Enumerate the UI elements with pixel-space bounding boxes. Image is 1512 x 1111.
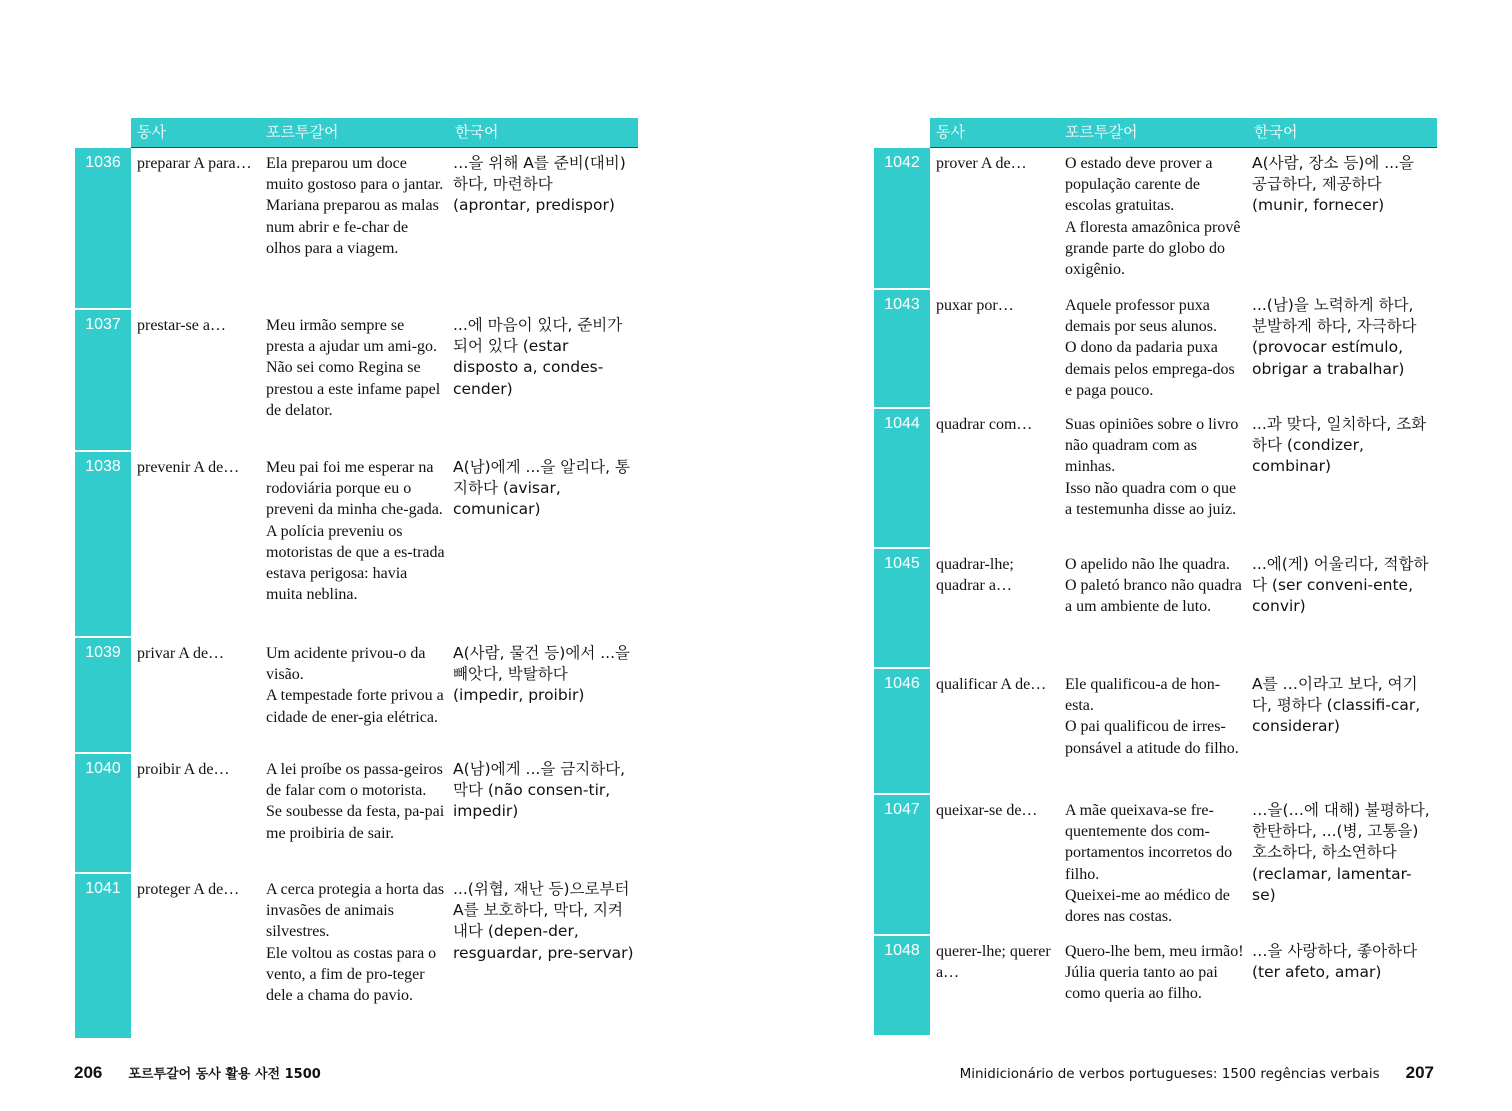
book-title: Minidicionário de verbos portugueses: 1500 regências verbais: [959, 1066, 1380, 1082]
entry-verb: privar A de…: [137, 645, 225, 662]
entry-korean-meaning: ...(위협, 재난 등)으로부터 A를 보호하다, 막다, 지켜내다 (depen-der, resguardar, pre-servar): [453, 880, 634, 962]
example-sentence: Suas opiniões sobre o livro não quadram com as minhas.: [1065, 416, 1239, 476]
entry-korean-meaning: ...(남)을 노력하게 하다, 분발하게 하다, 자극하다 (provocar estímulo, obrigar a trabalhar): [1252, 296, 1417, 378]
entry-row: [874, 795, 1437, 934]
example-sentence: Meu pai foi me esperar na rodoviária porque eu o preveni da minha che-gada.: [266, 459, 443, 519]
example-sentence: O pai qualificou de irres-ponsável a atitude do filho.: [1065, 718, 1239, 757]
example-sentence: Mariana preparou as malas num abrir e fe-char de olhos para a viagem.: [266, 197, 439, 257]
entry-number: 1042: [874, 148, 930, 288]
entry-row: [75, 452, 638, 636]
entry-verb: preparar A para…: [137, 155, 252, 172]
header-korean: 한국어: [449, 118, 638, 147]
entry-korean-meaning: …을 사랑하다, 좋아하다 (ter afeto, amar): [1252, 942, 1418, 982]
example-sentence: A tempestade forte privou a cidade de ener-gia elétrica.: [266, 687, 444, 726]
entry-row: [874, 409, 1437, 547]
entry-verb: proibir A de…: [137, 761, 230, 778]
entries-list: [75, 148, 638, 1038]
example-sentence: O paletó branco não quadra a um ambiente de luto.: [1065, 577, 1242, 616]
entry-number: 1043: [874, 290, 930, 407]
entry-number: 1047: [874, 795, 930, 934]
entry-verb: puxar por…: [936, 297, 1014, 314]
entry-verb: quadrar com…: [936, 416, 1033, 433]
entry-korean-meaning: A(사람, 물건 등)에서 ...을 빼앗다, 박탈하다 (impedir, proibir): [453, 644, 630, 705]
entry-korean-meaning: ...에 마음이 있다, 준비가 되어 있다 (estar disposto a, condes-cender): [453, 316, 623, 398]
example-sentence: Quero-lhe bem, meu irmão!: [1065, 943, 1244, 960]
example-sentence: Um acidente privou-o da visão.: [266, 645, 426, 684]
page-number: 207: [1405, 1063, 1434, 1082]
entry-examples: [260, 310, 449, 450]
entry-verb: qualificar A de…: [936, 676, 1047, 693]
example-sentence: Se soubesse da festa, pa-pai me proibiria de sair.: [266, 803, 445, 842]
entry-examples: [260, 638, 449, 752]
entry-korean-meaning: …을 위해 A를 준비(대비)하다, 마련하다 (aprontar, predispor): [453, 154, 626, 215]
example-sentence: Aquele professor puxa demais por seus alunos.: [1065, 297, 1217, 336]
example-sentence: A floresta amazônica provê grande parte do globo do oxigênio.: [1065, 218, 1241, 279]
entry-korean-meaning: A를 …이라고 보다, 여기다, 평하다 (classifi-car, considerar): [1252, 675, 1421, 736]
entry-examples: [1059, 936, 1248, 1035]
entry-korean-meaning: ...과 맞다, 일치하다, 조화하다 (condizer, combinar): [1252, 415, 1427, 476]
entry-row: [75, 874, 638, 1038]
entry-row: [874, 549, 1437, 667]
footer-right: [960, 1063, 1434, 1083]
example-sentence: Ele qualificou-a de hon-esta.: [1065, 676, 1221, 715]
entry-examples: [1059, 795, 1248, 934]
example-sentence: O dono da padaria puxa demais pelos emprega-dos e paga pouco.: [1065, 339, 1235, 399]
entry-number: 1039: [75, 638, 131, 752]
example-sentence: A mãe queixava-se fre-quentemente dos com-portamentos incorretos do filho.: [1065, 802, 1233, 883]
example-sentence: Isso não quadra com o que a testemunha disse ao juiz.: [1065, 479, 1237, 518]
header-verb: 동사: [131, 118, 260, 147]
entries-list: [874, 148, 1437, 1035]
entry-number: 1046: [874, 669, 930, 793]
entry-examples: [1059, 669, 1248, 793]
example-sentence: O apelido não lhe quadra.: [1065, 556, 1230, 573]
example-sentence: Queixei-me ao médico de dores nas costas.: [1065, 886, 1230, 926]
example-sentence: Não sei como Regina se prestou a este infame papel de delator.: [266, 359, 441, 419]
left-page: [75, 118, 638, 1038]
entry-verb: prevenir A de…: [137, 459, 240, 476]
entry-examples: [1059, 148, 1248, 288]
entry-examples: [260, 874, 449, 1038]
entry-korean-meaning: A(사람, 장소 등)에 ...을 공급하다, 제공하다 (munir, fornecer): [1252, 154, 1414, 215]
entry-row: [75, 148, 638, 308]
entry-verb: proteger A de…: [137, 881, 240, 898]
page-number: 206: [74, 1063, 103, 1082]
entry-number: 1044: [874, 409, 930, 547]
example-sentence: Júlia queria tanto ao pai como queria ao filho.: [1065, 964, 1218, 1003]
entry-examples: [260, 148, 449, 308]
entry-examples: [1059, 549, 1248, 667]
header-portuguese: 포르투갈어: [1059, 118, 1248, 147]
table-header: [75, 118, 638, 147]
entry-number: 1045: [874, 549, 930, 667]
entry-row: [75, 638, 638, 752]
example-sentence: A cerca protegia a horta das invasões de animais silvestres.: [266, 881, 445, 941]
entry-row: [75, 310, 638, 450]
right-page: [874, 118, 1437, 1035]
entry-verb: prestar-se a…: [137, 317, 226, 334]
entry-examples: [1059, 409, 1248, 547]
entry-korean-meaning: A(남)에게 ...을 알리다, 통지하다 (avisar, comunicar): [453, 458, 630, 519]
entry-row: [874, 290, 1437, 407]
entry-korean-meaning: …을(…에 대해) 불평하다, 한탄하다, ...(병, 고통을) 호소하다, 하소연하다 (reclamar, lamentar-se): [1252, 801, 1430, 904]
book-title: 포르투갈어 동사 활용 사전 1500: [128, 1067, 321, 1082]
entry-korean-meaning: ...에(게) 어울리다, 적합하다 (ser conveni-ente, convir): [1252, 555, 1429, 616]
entry-number: 1048: [874, 936, 930, 1035]
entry-row: [874, 669, 1437, 793]
footer-left: [74, 1063, 321, 1083]
entry-row: [874, 148, 1437, 288]
example-sentence: Ele voltou as costas para o vento, a fim de pro-teger dele a chama do pavio.: [266, 944, 437, 1005]
example-sentence: Meu irmão sempre se presta a ajudar um ami-go.: [266, 317, 438, 356]
entry-verb: querer-lhe; querer a…: [936, 943, 1051, 982]
table-header: [874, 118, 1437, 147]
header-portuguese: 포르투갈어: [260, 118, 449, 147]
entry-examples: [1059, 290, 1248, 407]
entry-number: 1036: [75, 148, 131, 308]
example-sentence: A lei proíbe os passa-geiros de falar com o motorista.: [266, 761, 443, 800]
entry-korean-meaning: A(남)에게 ...을 금지하다, 막다 (não consen-tir, impedir): [453, 760, 626, 821]
header-korean: 한국어: [1248, 118, 1437, 147]
example-sentence: Ela preparou um doce muito gostoso para o jantar.: [266, 155, 444, 194]
example-sentence: A polícia preveniu os motoristas de que a es-trada estava perigosa: havia muita neblina.: [266, 522, 445, 604]
entry-verb: queixar-se de…: [936, 802, 1038, 819]
entry-row: [75, 754, 638, 872]
entry-verb: prover A de…: [936, 155, 1027, 172]
entry-number: 1040: [75, 754, 131, 872]
entry-number: 1038: [75, 452, 131, 636]
entry-number: 1037: [75, 310, 131, 450]
entry-examples: [260, 452, 449, 636]
entry-row: [874, 936, 1437, 1035]
entry-verb: quadrar-lhe; quadrar a…: [936, 556, 1014, 595]
entry-number: 1041: [75, 874, 131, 1038]
header-verb: 동사: [930, 118, 1059, 147]
entry-examples: [260, 754, 449, 872]
example-sentence: O estado deve prover a população carente de escolas gratuitas.: [1065, 155, 1213, 215]
